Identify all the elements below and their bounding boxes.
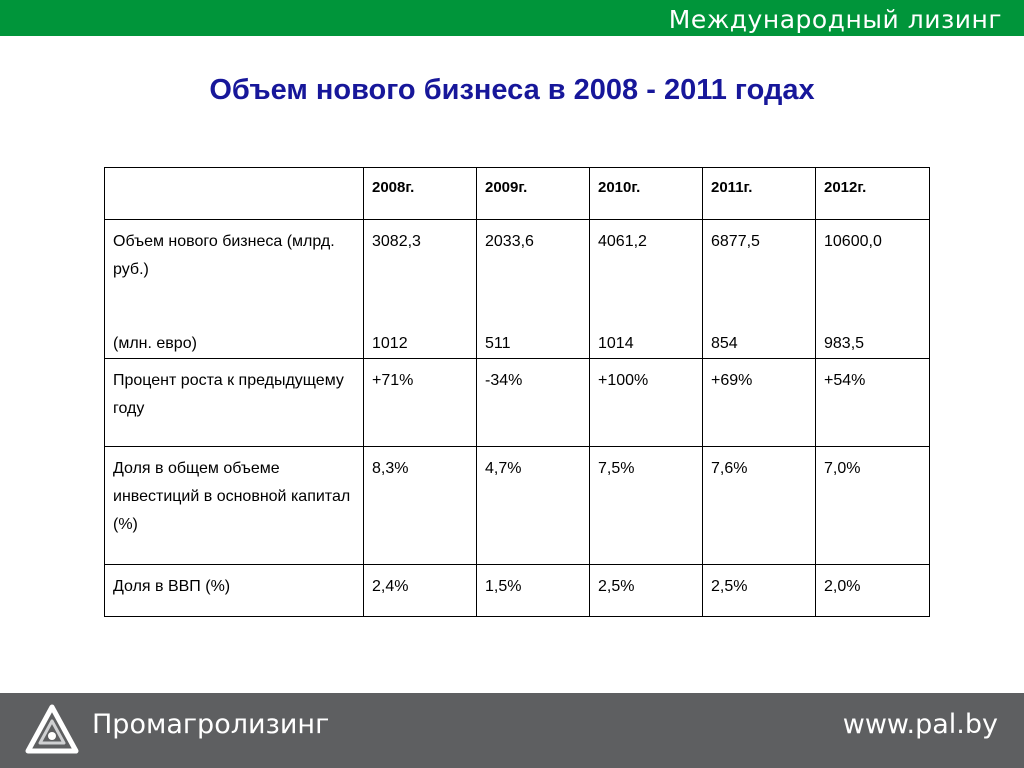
website-link[interactable]: www.pal.by: [842, 709, 998, 740]
table-cell: 7,0%: [816, 447, 930, 565]
table-row-growth: [105, 359, 930, 447]
table-row-volume: [105, 220, 930, 359]
table-cell: 2,5%: [703, 565, 816, 617]
table-cell: 4,7%: [477, 447, 590, 565]
header-empty-cell: [105, 168, 364, 220]
business-volume-table: [104, 167, 930, 617]
table-cell: -34%: [477, 359, 590, 447]
row-label: [105, 220, 364, 359]
table-cell: 6877,5 854: [703, 220, 816, 359]
table-cell: 8,3%: [364, 447, 477, 565]
column-header: 2012г.: [816, 168, 930, 220]
table-cell: 2,4%: [364, 565, 477, 617]
column-header: 2010г.: [590, 168, 703, 220]
table-cell: +100%: [590, 359, 703, 447]
table-cell: 4061,2 1014: [590, 220, 703, 359]
row-label: Процент роста к предыдущему году: [105, 359, 364, 447]
footer-bar: [0, 693, 1024, 768]
label-eur: (млн. евро): [113, 335, 197, 352]
table-cell: +69%: [703, 359, 816, 447]
column-header: 2009г.: [477, 168, 590, 220]
row-label: Доля в общем объеме инвестиций в основной капитал (%): [105, 447, 364, 565]
company-logo-icon: [24, 703, 80, 759]
table-cell: 2033,6 511: [477, 220, 590, 359]
table-cell: 1,5%: [477, 565, 590, 617]
table-row-share-invest: [105, 447, 930, 565]
table-cell: 2,5%: [590, 565, 703, 617]
table-cell: 7,6%: [703, 447, 816, 565]
table-cell: 10600,0 983,5: [816, 220, 930, 359]
column-header: 2011г.: [703, 168, 816, 220]
table-cell: +54%: [816, 359, 930, 447]
header-bar: [0, 0, 1024, 38]
table-cell: 7,5%: [590, 447, 703, 565]
page-title: Объем нового бизнеса в 2008 - 2011 годах: [209, 74, 815, 106]
brand-name: Международный лизинг: [668, 5, 1002, 34]
label-rub: Объем нового бизнеса (млрд. руб.): [113, 233, 335, 278]
table-cell: 2,0%: [816, 565, 930, 617]
table-cell: +71%: [364, 359, 477, 447]
company-logo-text: Промагролизинг: [92, 709, 330, 740]
table-header-row: [105, 168, 930, 220]
column-header: 2008г.: [364, 168, 477, 220]
row-label: Доля в ВВП (%): [105, 565, 364, 617]
table-cell: 3082,3 1012: [364, 220, 477, 359]
table-row-share-gdp: [105, 565, 930, 617]
